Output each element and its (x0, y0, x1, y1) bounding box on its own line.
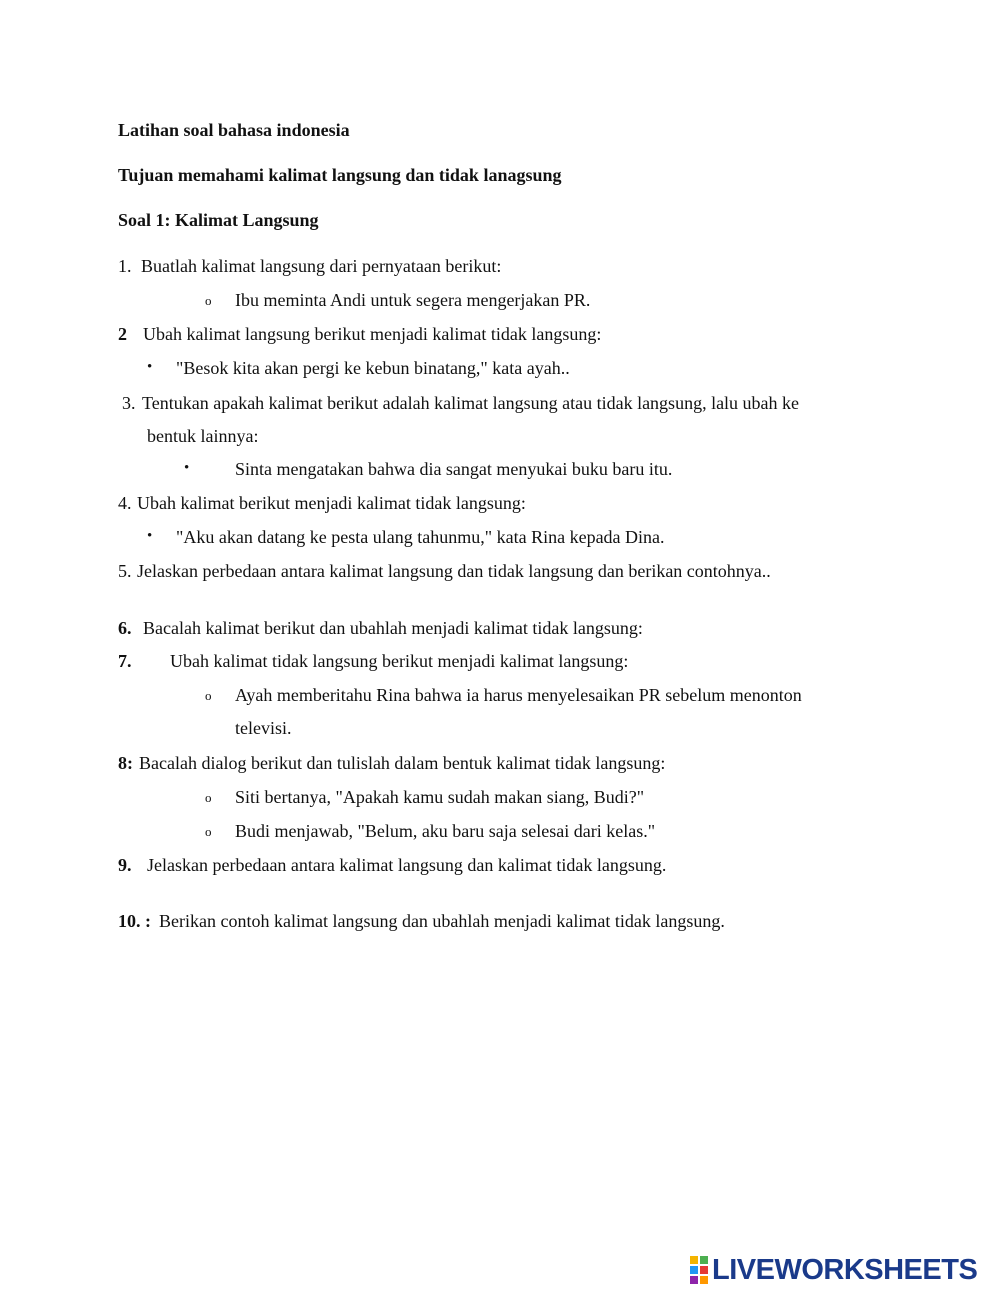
question-number: 3. (122, 393, 136, 413)
question-item: Budi menjawab, "Belum, aku baru saja selesai dari kelas." (235, 821, 656, 841)
question-number: 9. (118, 855, 132, 875)
logo-mark-square (690, 1276, 698, 1284)
question-text: Jelaskan perbedaan antara kalimat langsung dan tidak langsung dan berikan contohnya.. (137, 561, 771, 581)
section-title: Soal 1: Kalimat Langsung (118, 210, 319, 230)
logo-mark-square (700, 1266, 708, 1274)
question-item-continued: televisi. (235, 718, 292, 738)
question-number: 4. (118, 493, 132, 513)
logo-mark-square (700, 1276, 708, 1284)
doc-goal: Tujuan memahami kalimat langsung dan tidak lanagsung (118, 165, 562, 185)
question-text: Berikan contoh kalimat langsung dan ubahlah menjadi kalimat tidak langsung. (159, 911, 725, 931)
liveworksheets-mark-icon (690, 1256, 708, 1284)
question-text: Bacalah dialog berikut dan tulislah dalam bentuk kalimat tidak langsung: (139, 753, 666, 773)
question-number: 8: (118, 753, 133, 773)
question-item: Sinta mengatakan bahwa dia sangat menyukai buku baru itu. (235, 459, 673, 479)
hollow-bullet-icon: o (205, 790, 212, 805)
hollow-bullet-icon: o (205, 824, 212, 839)
solid-bullet-icon: • (147, 359, 153, 375)
question-number: 1. (118, 256, 132, 276)
question-number: 5. (118, 561, 132, 581)
logo-mark-square (700, 1256, 708, 1264)
solid-bullet-icon: • (184, 460, 190, 476)
question-text: Ubah kalimat tidak langsung berikut menjadi kalimat langsung: (170, 651, 629, 671)
logo-mark-square (690, 1256, 698, 1264)
question-number: 10. : (118, 911, 151, 931)
hollow-bullet-icon: o (205, 293, 212, 308)
question-number: 2 (118, 324, 127, 344)
question-text: Tentukan apakah kalimat berikut adalah kalimat langsung atau tidak langsung, lalu ubah ke (142, 393, 800, 413)
question-text: Ubah kalimat berikut menjadi kalimat tidak langsung: (137, 493, 526, 513)
logo-mark-square (690, 1266, 698, 1274)
question-number: 6. (118, 618, 132, 638)
hollow-bullet-icon: o (205, 688, 212, 703)
question-text: Bacalah kalimat berikut dan ubahlah menjadi kalimat tidak langsung: (143, 618, 643, 638)
question-item: "Besok kita akan pergi ke kebun binatang," kata ayah.. (176, 358, 570, 378)
question-item: "Aku akan datang ke pesta ulang tahunmu," kata Rina kepada Dina. (176, 527, 665, 547)
liveworksheets-logo (690, 1255, 977, 1285)
question-text: Jelaskan perbedaan antara kalimat langsung dan kalimat tidak langsung. (147, 855, 667, 875)
logo-text: LIVEWORKSHEETS (712, 1253, 978, 1286)
question-text: Ubah kalimat langsung berikut menjadi kalimat tidak langsung: (143, 324, 602, 344)
question-text-continued: bentuk lainnya: (147, 426, 259, 446)
question-item: Ayah memberitahu Rina bahwa ia harus menyelesaikan PR sebelum menonton (235, 685, 802, 705)
solid-bullet-icon: • (147, 528, 153, 544)
question-number: 7. (118, 651, 132, 671)
question-text: Buatlah kalimat langsung dari pernyataan berikut: (141, 256, 502, 276)
question-item: Siti bertanya, "Apakah kamu sudah makan siang, Budi?" (235, 787, 645, 807)
doc-title: Latihan soal bahasa indonesia (118, 120, 350, 140)
question-item: Ibu meminta Andi untuk segera mengerjakan PR. (235, 290, 591, 310)
